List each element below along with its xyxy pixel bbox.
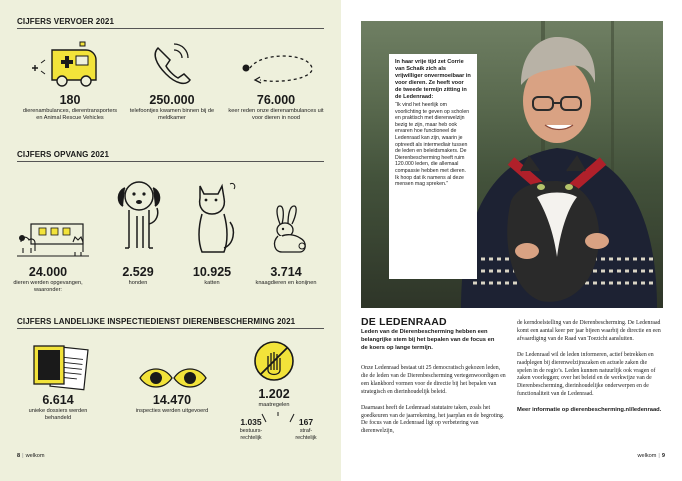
footer-section: welkom: [637, 453, 657, 459]
stat-number: 76.000: [256, 93, 296, 107]
stat-number: 3.714: [270, 265, 302, 279]
stat-caption: keer reden onze dierenambulances uit voor dieren in nood: [228, 108, 324, 121]
dossiers-icon: [30, 340, 94, 392]
stat-number: 1.202: [258, 387, 290, 401]
stat-caption: dierenambulances, dierentransporters en Animal Rescue Vehicles: [22, 108, 118, 121]
stat-caption: dieren werden opgevangen, waaronder:: [13, 280, 83, 293]
dog-icon: [115, 176, 163, 260]
stat-number: 1.035: [240, 417, 262, 427]
page-number: 8: [17, 453, 21, 459]
stat-number: 250.000: [149, 93, 195, 107]
stat-caption: katten: [204, 280, 220, 286]
stat-honden: [102, 266, 174, 287]
article-lead: Leden van de Dierenbescherming hebben een belangrijke stem bij het bepalen van de focus en de koers op lange termijn.: [361, 329, 495, 351]
stat-caption: knaagdieren en konijnen: [255, 280, 317, 286]
ambulance-icon: [28, 38, 106, 88]
stat-number: 180: [59, 93, 81, 107]
cat-icon: [190, 178, 238, 260]
right-page: [341, 0, 682, 481]
quote-box: [389, 54, 477, 279]
quote-lead: In haar vrije tijd zet Corrie van Schaik zich als vrijwilliger onvermoeibaar in voor dieren. Ze heeft voor de tweede termijn zitting in de Ledenraad:: [395, 59, 471, 100]
stat-caption: bestuurs-rechtelijk: [239, 428, 263, 441]
stat-opgevangen: [12, 266, 84, 294]
paragraph: de kerndoelstelling van de Dierenbescherming. De Ledenraad komt een aantal keer per jaar bijeen waarbij de directie en een afvaardiging van de Raad van Toezicht aansluiten.: [517, 320, 661, 342]
stat-caption: honden: [128, 280, 148, 286]
section-title-opvang: CIJFERS OPVANG 2021: [17, 150, 110, 159]
stat-bestuursrechtelijk: [228, 418, 274, 442]
stat-number: 24.000: [28, 265, 68, 279]
footer-section: welkom: [25, 453, 45, 459]
page-footer-right: welkom | 9: [637, 453, 665, 459]
stat-number: 10.925: [192, 265, 232, 279]
paragraph: Daarnaast heeft de Ledenraad statutaire taken, zoals het goedkeuren van de jaarrekening, het jaarplan en de begroting. De focus van de Ledenraad ligt op verbetering van dierenwelzijn,: [361, 404, 505, 435]
stat-number: 167: [298, 417, 314, 427]
stat-telefoontjes: [120, 94, 224, 122]
article-column-2: [517, 320, 663, 415]
stat-maatregelen: [236, 388, 312, 409]
section-divider: [17, 161, 324, 162]
page-number: 9: [661, 453, 665, 459]
portrait-photo: [361, 21, 663, 308]
stat-caption: maatregelen: [258, 402, 290, 408]
stat-ritten: [224, 94, 328, 122]
stat-strafrechtelijk: [283, 418, 329, 442]
section-divider: [17, 328, 324, 329]
page-footer-left: 8 | welkom: [17, 453, 45, 459]
section-title-inspectie: CIJFERS LANDELIJKE INSPECTIEDIENST DIERENBESCHERMING 2021: [17, 317, 296, 326]
stat-number: 2.529: [122, 265, 154, 279]
stat-number: 6.614: [42, 393, 74, 407]
stat-caption: telefoontjes kwamen binnen bij de meldkamer: [129, 108, 215, 121]
eyes-icon: [138, 366, 208, 390]
route-icon: [238, 52, 320, 86]
stat-dossiers: [16, 394, 100, 422]
article-heading: DE LEDENRAAD: [361, 316, 447, 328]
stat-knaagdieren: [250, 266, 322, 287]
quote-text: “Ik vind het heerlijk om voorlichting te geven op scholen en praktisch met dierenwelzijn bezig te zijn, maar heb ook ervaren hoe functioneel de Ledenraad kan zijn, waarin je optreedt als intermediair tussen de leden en beleidsmakers. De Dierenbescherming heeft ruim 120.000 leden, die allemaal compassie hebben met dieren. Ik hoop dat ik namens al deze mensen mag spreken.”: [395, 102, 470, 188]
paragraph: De Ledenraad wil de leden informeren, actief betrekken en raadplegen bij dierenwelzijnszaken en actuele zaken die spelen in de regio’s. Leden kunnen natuurlijk ook vragen of zaken voorleggen; over het beleid en de werkwijze van de Dierenbescherming, dierinhoudelijke onderwerpen en de functionaliteit van de Ledenraad.: [517, 351, 656, 398]
stat-caption: straf-rechtelijk: [295, 428, 317, 441]
section-title-vervoer: CIJFERS VERVOER 2021: [17, 17, 115, 26]
stat-ambulances: [20, 94, 120, 122]
stat-katten: [176, 266, 248, 287]
stat-inspecties: [130, 394, 214, 415]
stop-hand-icon: [253, 340, 295, 382]
stat-caption: inspecties werden uitgevoerd: [135, 408, 209, 414]
section-divider: [17, 28, 324, 29]
shelter-icon: [17, 212, 89, 258]
more-info-link[interactable]: Meer informatie op dierenbescherming.nl/ledenraad.: [517, 407, 662, 414]
stat-number: 14.470: [152, 393, 192, 407]
phone-icon: [150, 40, 194, 86]
paragraph: Onze Ledenraad bestaat uit 25 democratisch gekozen leden, die de leden van de Dierenbescherming vertegenwoordigen en een klankbord vormen voor de directie bij het bepalen van strategisch en dierinhoudelijk beleid.: [361, 365, 506, 395]
article-column-1: [361, 365, 507, 444]
stat-caption: unieke dossiers werden behandeld: [28, 408, 88, 421]
rabbit-icon: [268, 204, 308, 256]
